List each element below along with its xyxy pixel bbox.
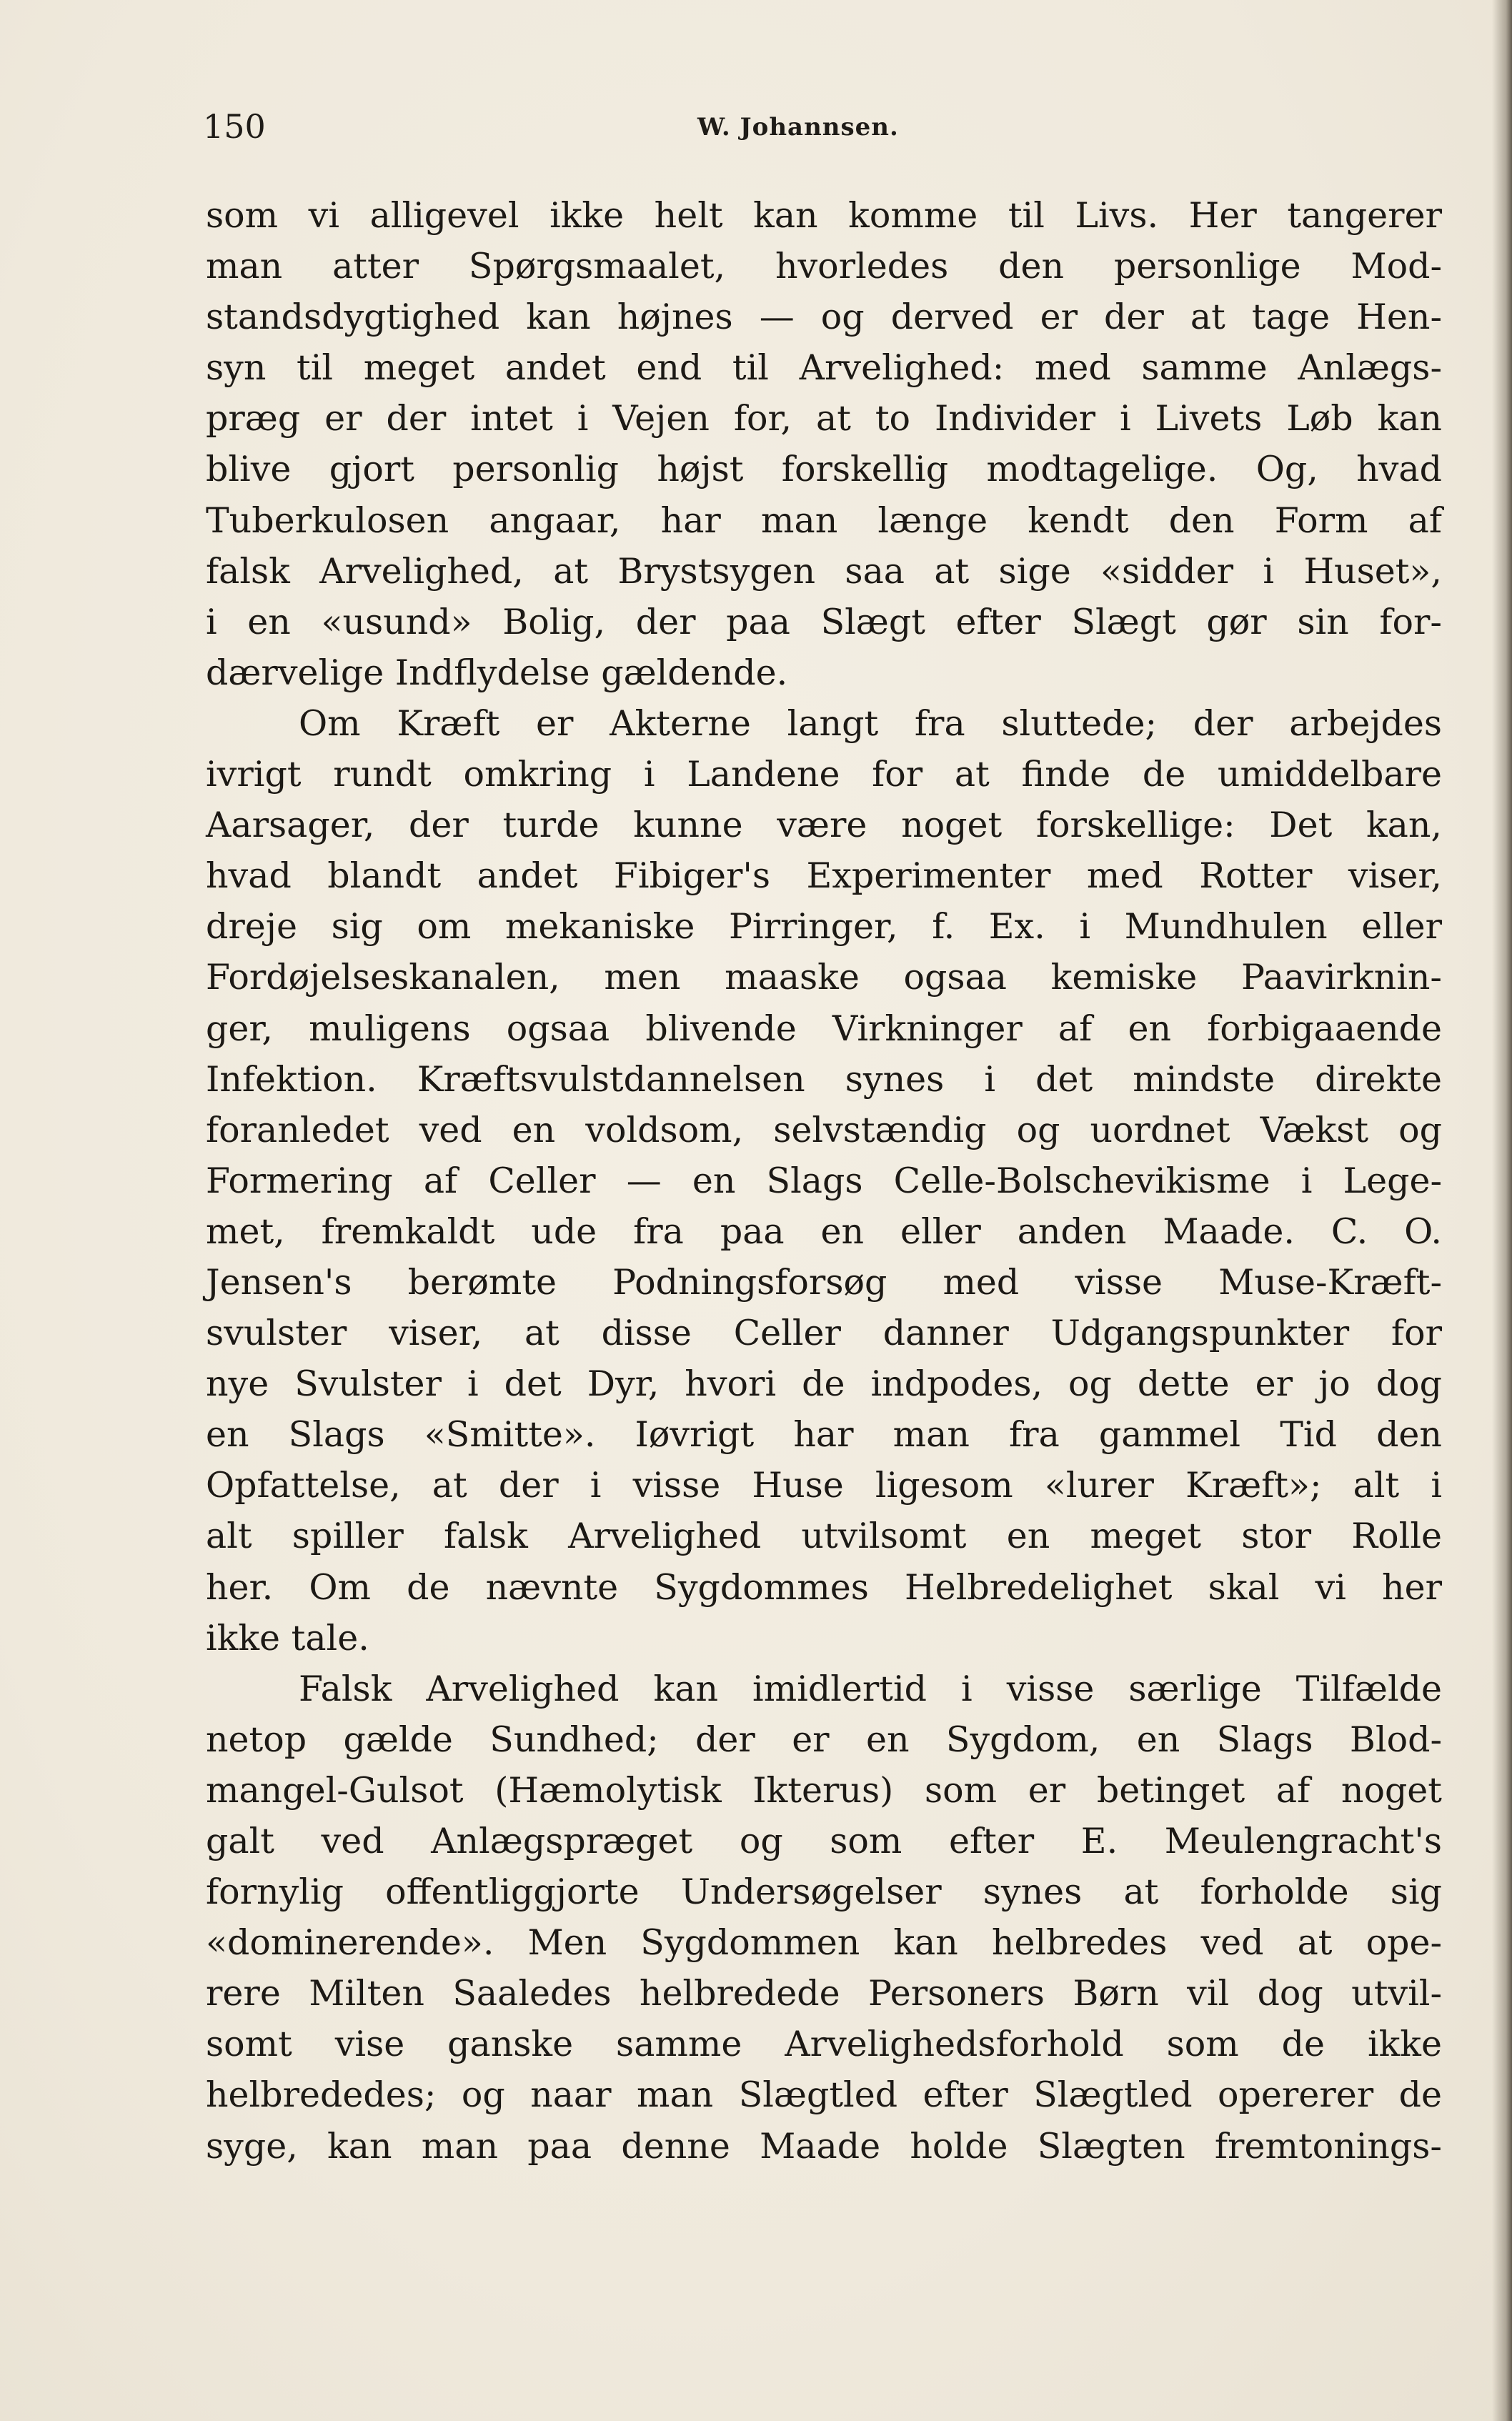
text-line: ivrigt rundt omkring i Landene for at finde de umiddelbare: [206, 754, 1442, 795]
text-line: Fordøjelseskanalen, men maaske ogsaa kemiske Paavirknin-: [206, 957, 1442, 998]
text-line: hvad blandt andet Fibiger's Experimenter med Rotter viser,: [206, 855, 1442, 897]
page-number: 150: [203, 107, 266, 146]
page-edge-shadow: [1492, 0, 1512, 2421]
text-line: netop gælde Sundhed; der er en Sygdom, en Slags Blod-: [206, 1719, 1442, 1760]
text-line: blive gjort personlig højst forskellig modtagelige. Og, hvad: [206, 449, 1442, 490]
text-line: man atter Spørgsmaalet, hvorledes den personlige Mod-: [206, 246, 1442, 287]
text-line: en Slags «Smitte». Iøvrigt har man fra gammel Tid den: [206, 1414, 1442, 1456]
text-line: «dominerende». Men Sygdommen kan helbredes ved at ope-: [206, 1922, 1442, 1964]
text-line: met, fremkaldt ude fra paa en eller anden Maade. C. O.: [206, 1210, 1442, 1252]
running-head: [203, 107, 1446, 157]
text-line: Infektion. Kræftsvulstdannelsen synes i det mindste direkte: [206, 1058, 1442, 1100]
text-line: her. Om de nævnte Sygdommes Helbredelighet skal vi her: [206, 1566, 1442, 1608]
text-line: mangel-Gulsot (Hæmolytisk Ikterus) som er betinget af noget: [206, 1769, 1442, 1811]
text-line: syn til meget andet end til Arvelighed: med samme Anlægs-: [206, 347, 1442, 389]
text-line: Jensen's berømte Podningsforsøg med visse Muse-Kræft-: [206, 1261, 1442, 1303]
text-line: nye Svulster i det Dyr, hvori de indpodes, og dette er jo dog: [206, 1363, 1442, 1405]
text-line: standsdygtighed kan højnes — og derved er der at tage Hen-: [206, 297, 1442, 338]
text-line: ger, muligens ogsaa blivende Virkninger af en forbigaaende: [206, 1008, 1442, 1049]
running-head-author: W. Johannsen.: [697, 113, 899, 141]
text-line: Formering af Celler — en Slags Celle-Bolschevikisme i Lege-: [206, 1160, 1442, 1201]
paragraph-end-line: ikke tale.: [206, 1617, 369, 1659]
text-line: præg er der intet i Vejen for, at to Individer i Livets Løb kan: [206, 398, 1442, 439]
text-line: i en «usund» Bolig, der paa Slægt efter Slægt gør sin for-: [206, 601, 1442, 642]
paragraph-end-line: dærvelige Indflydelse gældende.: [206, 652, 788, 693]
text-line: dreje sig om mekaniske Pirringer, f. Ex. i Mundhulen eller: [206, 906, 1442, 948]
text-line: fornylig offentliggjorte Undersøgelser synes at forholde sig: [206, 1871, 1442, 1913]
text-line: foranledet ved en voldsom, selvstændig og uordnet Vækst og: [206, 1109, 1442, 1150]
text-line: somt vise ganske samme Arvelighedsforhold som de ikke: [206, 2024, 1442, 2065]
text-line: rere Milten Saaledes helbredede Personers Børn vil dog utvil-: [206, 1973, 1442, 2014]
text-line: alt spiller falsk Arvelighed utvilsomt en meget stor Rolle: [206, 1516, 1442, 1557]
text-line: svulster viser, at disse Celler danner Udgangspunkter for: [206, 1313, 1442, 1354]
text-line: falsk Arvelighed, at Brystsygen saa at sige «sidder i Huset»,: [206, 550, 1442, 592]
text-line: Tuberkulosen angaar, har man længe kendt den Form af: [206, 499, 1442, 541]
paragraph-start-line: Falsk Arvelighed kan imidlertid i visse særlige Tilfælde: [299, 1668, 1442, 1709]
body-text: [206, 190, 1442, 2172]
text-line: syge, kan man paa denne Maade holde Slægten fremtonings-: [206, 2125, 1442, 2167]
text-line: som vi alligevel ikke helt kan komme til Livs. Her tangerer: [206, 195, 1442, 236]
text-line: Opfattelse, at der i visse Huse ligesom «lurer Kræft»; alt i: [206, 1465, 1442, 1506]
text-line: galt ved Anlægspræget og som efter E. Meulengracht's: [206, 1821, 1442, 1861]
paragraph-start-line: Om Kræft er Akterne langt fra sluttede; der arbejdes: [299, 702, 1442, 744]
text-line: Aarsager, der turde kunne være noget forskellige: Det kan,: [206, 805, 1442, 846]
text-line: helbrededes; og naar man Slægtled efter Slægtled opererer de: [206, 2074, 1442, 2116]
